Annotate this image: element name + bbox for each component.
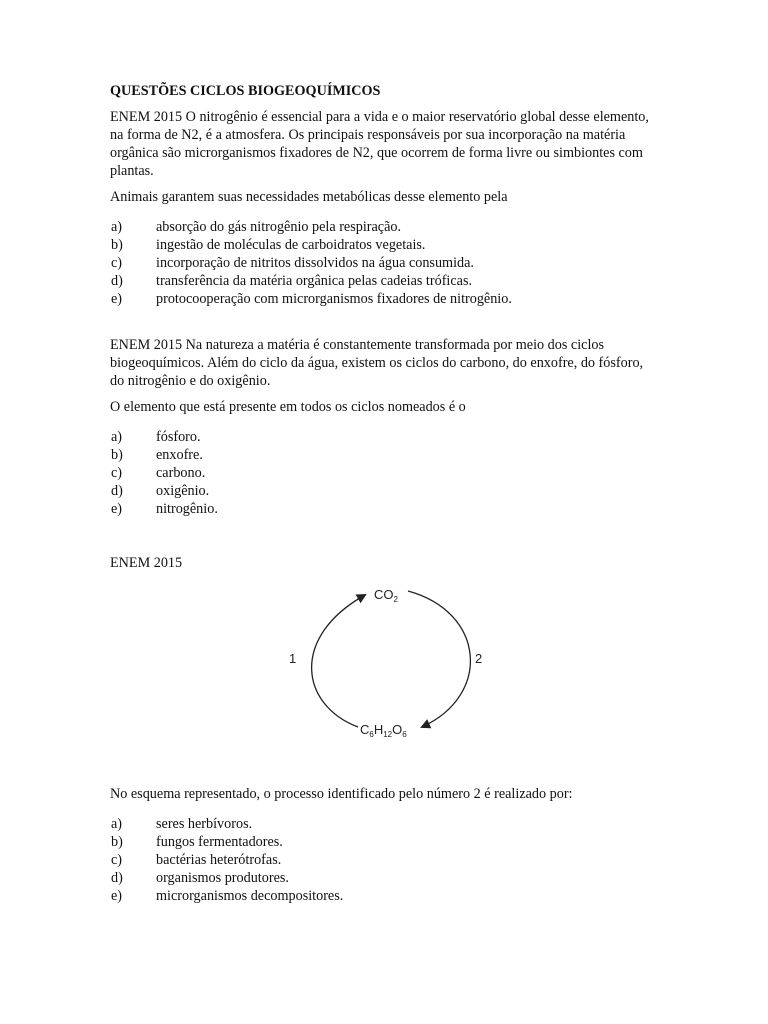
carbon-cycle-diagram [280, 577, 500, 767]
carbon-cycle-svg [280, 577, 500, 767]
option-item [110, 887, 655, 905]
question-2-prompt: O elemento que está presente em todos os ciclos nomeados é o [110, 399, 466, 415]
option-letter: a) [111, 429, 123, 445]
question-3-prompt: No esquema representado, o processo identificado pelo número 2 é realizado por: [110, 786, 573, 802]
option-text: oxigênio. [156, 483, 210, 499]
option-letter: d) [111, 483, 123, 499]
option-text: microrganismos decompositores. [156, 888, 344, 904]
question-3-options [110, 815, 655, 905]
option-text: ingestão de moléculas de carboidratos vegetais. [156, 237, 426, 253]
option-letter: e) [111, 291, 123, 307]
co2-label: $CO_2$ [374, 587, 398, 604]
option-letter: d) [111, 273, 123, 289]
option-item [110, 869, 655, 887]
option-letter: e) [111, 501, 123, 517]
option-text: bactérias heterótrofas. [156, 852, 282, 868]
question-3-heading: ENEM 2015 [110, 555, 183, 571]
question-1 [110, 108, 655, 308]
option-text: fósforo. [156, 429, 201, 445]
question-2-stem: ENEM 2015 Na natureza a matéria é constantemente transformada por meio dos ciclos biogeoquímicos. Além do ciclo da água, existem os ciclos do carbono, do enxofre, do fósforo, do nitrogênio e do oxigênio. [110, 337, 644, 389]
page-title: QUESTÕES CICLOS BIOGEOQUÍMICOS [110, 83, 381, 99]
option-item [110, 236, 655, 254]
question-2 [110, 336, 655, 518]
option-text: organismos produtores. [156, 870, 289, 886]
option-text: incorporação de nitritos dissolvidos na água consumida. [156, 255, 474, 271]
option-item [110, 218, 655, 236]
spacer [110, 308, 655, 336]
question-1-stem: ENEM 2015 O nitrogênio é essencial para a vida e o maior reservatório global desse elemento, na forma de N2, é a atmosfera. Os principais responsáveis por sua incorporação na matéria orgânica são microrganismos fixadores de N2, que ocorrem de forma livre ou simbiontes com plantas. [110, 109, 649, 179]
question-3 [110, 785, 655, 905]
option-text: transferência da matéria orgânica pelas cadeias tróficas. [156, 273, 473, 289]
option-item [110, 851, 655, 869]
option-item [110, 290, 655, 308]
spacer [110, 518, 655, 554]
option-item [110, 500, 655, 518]
option-letter: a) [111, 816, 123, 832]
option-letter: c) [111, 255, 123, 271]
option-letter: b) [111, 237, 123, 253]
option-text: fungos fermentadores. [156, 834, 283, 850]
option-letter: e) [111, 888, 123, 904]
option-text: absorção do gás nitrogênio pela respiração. [156, 219, 402, 235]
option-item [110, 254, 655, 272]
option-text: seres herbívoros. [156, 816, 253, 832]
option-letter: b) [111, 834, 123, 850]
document-body [110, 82, 655, 572]
process-1-arc [312, 595, 365, 727]
question-2-options [110, 428, 655, 518]
option-letter: d) [111, 870, 123, 886]
process-2-number: 2 [475, 651, 483, 666]
option-letter: c) [111, 852, 123, 868]
option-letter: b) [111, 447, 123, 463]
option-text: nitrogênio. [156, 501, 218, 517]
option-item [110, 446, 655, 464]
option-item [110, 482, 655, 500]
process-2-arc [408, 591, 470, 727]
option-text: enxofre. [156, 447, 203, 463]
option-text: protocooperação com microrganismos fixadores de nitrogênio. [156, 291, 512, 307]
option-item [110, 464, 655, 482]
option-item [110, 815, 655, 833]
option-letter: c) [111, 465, 123, 481]
option-text: carbono. [156, 465, 206, 481]
question-1-options [110, 218, 655, 308]
option-item [110, 428, 655, 446]
question-1-prompt: Animais garantem suas necessidades metabólicas desse elemento pela [110, 189, 508, 205]
option-item [110, 272, 655, 290]
option-item [110, 833, 655, 851]
glucose-label: $C_6H_{12}O_6$ [360, 722, 407, 739]
process-1-number: 1 [289, 651, 297, 666]
option-letter: a) [111, 219, 123, 235]
